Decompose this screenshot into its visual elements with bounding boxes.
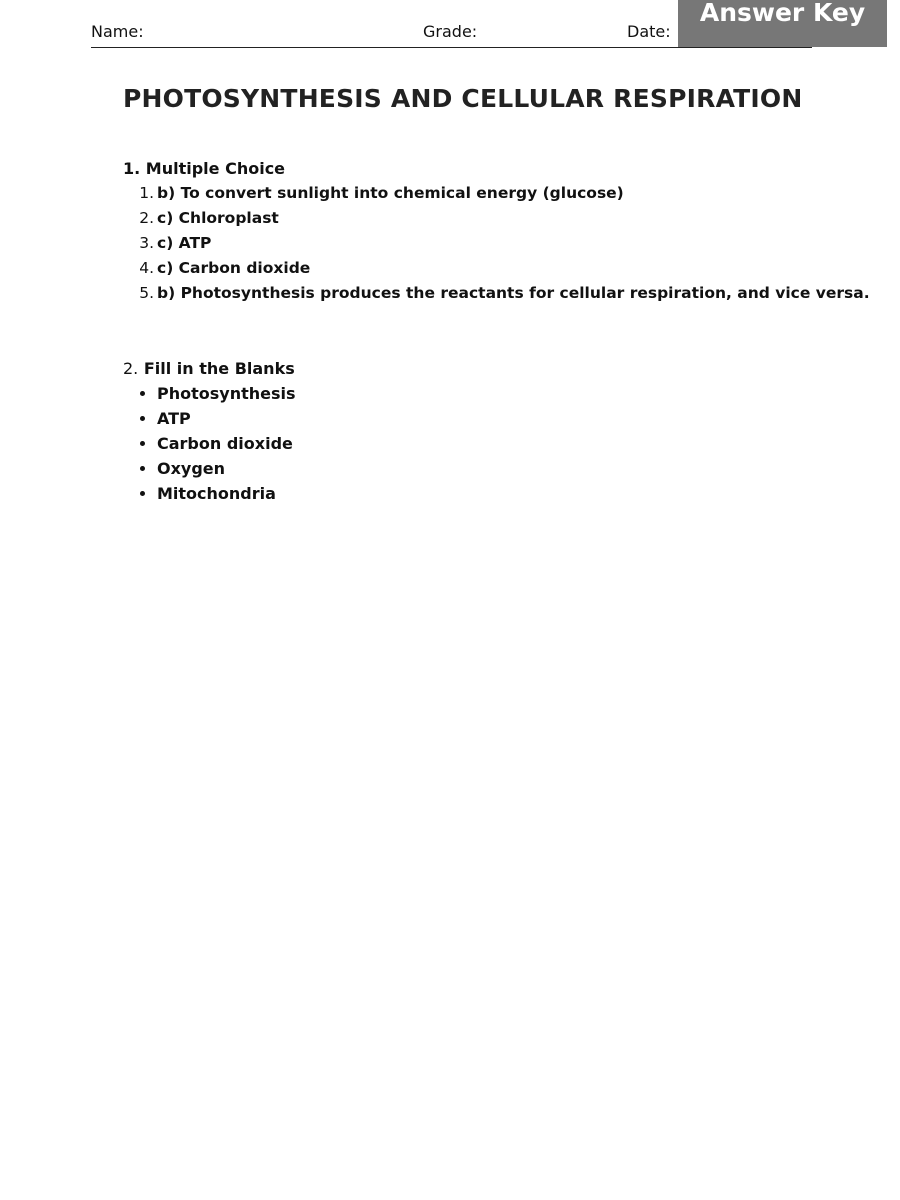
list-item bbox=[123, 381, 296, 406]
multiple-choice-list bbox=[123, 181, 870, 306]
list-item bbox=[123, 181, 870, 206]
item-number: 1. bbox=[139, 184, 154, 202]
bullet-icon bbox=[140, 491, 145, 496]
grade-label: Grade: bbox=[423, 22, 478, 41]
section-title: Multiple Choice bbox=[145, 159, 286, 178]
item-answer: b) To convert sunlight into chemical energy (glucose) bbox=[157, 184, 624, 202]
list-item bbox=[123, 281, 870, 306]
list-item bbox=[123, 481, 296, 506]
bullet-icon bbox=[140, 416, 145, 421]
fill-in-blanks-section bbox=[123, 356, 296, 506]
fill-in-blanks-list bbox=[123, 381, 296, 506]
list-item bbox=[123, 431, 296, 456]
name-label: Name: bbox=[91, 22, 144, 41]
multiple-choice-section bbox=[123, 156, 870, 306]
item-answer: Carbon dioxide bbox=[157, 434, 293, 453]
item-answer: Oxygen bbox=[157, 459, 226, 478]
item-answer: c) Chloroplast bbox=[157, 209, 279, 227]
date-label: Date: bbox=[627, 22, 671, 41]
list-item bbox=[123, 206, 870, 231]
item-answer: Photosynthesis bbox=[157, 384, 296, 403]
item-answer: b) Photosynthesis produces the reactants for cellular respiration, and vice versa. bbox=[157, 284, 870, 302]
section-number: 2. bbox=[123, 359, 139, 378]
section-number: 1. bbox=[123, 159, 141, 178]
item-number: 3. bbox=[139, 234, 154, 252]
bullet-icon bbox=[140, 441, 145, 446]
item-number: 4. bbox=[139, 259, 154, 277]
page-title: PHOTOSYNTHESIS AND CELLULAR RESPIRATION bbox=[123, 84, 803, 113]
list-item bbox=[123, 406, 296, 431]
list-item bbox=[123, 456, 296, 481]
item-answer: Mitochondria bbox=[157, 484, 276, 503]
item-number: 5. bbox=[139, 284, 154, 302]
item-answer: ATP bbox=[157, 409, 191, 428]
item-answer: c) Carbon dioxide bbox=[157, 259, 311, 277]
answer-key-badge: Answer Key bbox=[678, 0, 887, 47]
list-item bbox=[123, 256, 870, 281]
list-item bbox=[123, 231, 870, 256]
item-answer: c) ATP bbox=[157, 234, 212, 252]
multiple-choice-heading bbox=[123, 156, 870, 181]
fill-in-blanks-heading bbox=[123, 356, 296, 381]
section-title: Fill in the Blanks bbox=[143, 359, 295, 378]
item-number: 2. bbox=[139, 209, 154, 227]
bullet-icon bbox=[140, 391, 145, 396]
bullet-icon bbox=[140, 466, 145, 471]
